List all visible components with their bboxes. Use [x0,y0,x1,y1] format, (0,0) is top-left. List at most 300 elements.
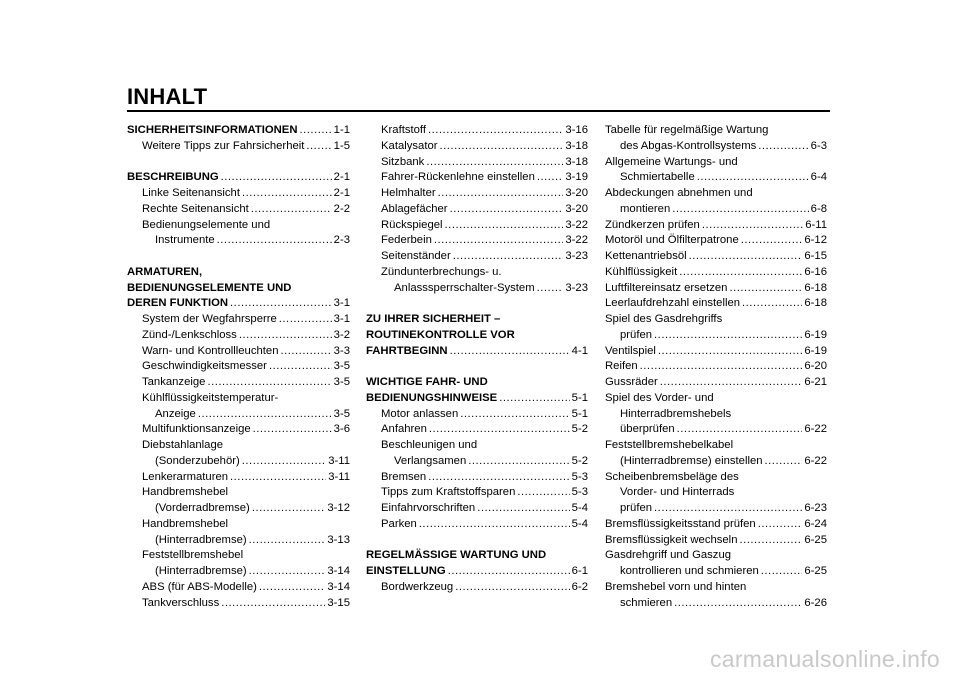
toc-entry-text: Anzeige [155,407,196,420]
toc-section-heading: ROUTINEKONTROLLE VOR [366,328,515,341]
toc-entry[interactable] [127,454,350,470]
toc-entry-text: Federbein [381,234,432,247]
toc-section-heading: REGELMÄSSIGE WARTUNG UND [366,549,547,562]
toc-entry[interactable] [127,422,350,438]
toc-entry-text: Tankverschluss [142,596,220,609]
toc-entry-line [605,123,827,139]
toc-section-heading: ZU IHRER SICHERHEIT – [366,313,501,325]
toc-leader-dots [300,123,332,139]
toc-page-number: 3-23 [565,281,588,294]
toc-spacer [366,296,588,312]
toc-section-heading: SICHERHEITSINFORMATIONEN [127,124,298,136]
toc-entry-line [366,375,588,391]
toc-entry-text: Ablagefächer [381,202,448,215]
toc-leader-dots [428,470,569,486]
toc-entry-text: Lenkerarmaturen [142,470,229,483]
toc-entry-text: Tipps zum Kraftstoffsparen [381,486,516,499]
toc-page-number: 6-23 [804,502,827,514]
toc-entry[interactable] [366,123,588,139]
toc-leader-dots [230,470,326,486]
toc-entry-text: ABS (für ABS-Modelle) [142,580,257,593]
toc-page-number: 5-1 [571,407,588,420]
toc-page-number: 6-4 [810,171,827,184]
toc-page-number: 4-1 [571,344,588,357]
toc-entry-text: Multifunktionsanzeige [142,423,251,436]
toc-page-number: 6-3 [810,139,827,152]
toc-entry-line [127,485,350,501]
toc-entry[interactable] [366,249,588,265]
toc-entry-text: (Hinterradbremse) [155,533,247,546]
toc-leader-dots [758,517,803,533]
toc-page-number: 3-5 [333,407,350,420]
toc-entry[interactable] [605,501,827,517]
toc-entry[interactable] [366,485,588,501]
toc-entry-text: Seitenständer [381,250,451,262]
toc-entry-text: Weitere Tipps zur Fahrsicherheit [142,139,305,152]
toc-spacer [366,359,588,375]
toc-leader-dots [654,328,802,344]
toc-leader-dots [259,580,325,596]
toc-page-number: 3-14 [327,580,350,593]
toc-leader-dots [702,218,803,234]
toc-leader-dots [689,249,803,265]
toc-page-number: 6-19 [804,344,827,357]
toc-leader-dots [468,454,569,470]
toc-leader-dots [477,501,569,517]
toc-entry-text: Ventilspiel [605,344,656,357]
toc-page-number: 3-1 [333,313,350,325]
toc-page-number: 5-4 [571,517,588,530]
toc-entry-text: Abdeckungen abnehmen und [605,187,753,199]
toc-leader-dots [729,281,802,297]
toc-column-3 [605,123,827,611]
toc-column-1 [127,123,350,611]
toc-entry[interactable] [605,218,827,234]
toc-entry-text: Katalysator [381,139,438,152]
toc-entry-text: Luftfiltereinsatz ersetzen [605,281,728,294]
toc-entry-line [366,265,588,281]
toc-entry-text: Rückspiegel [381,218,443,231]
toc-entry-text: Helmhalter [381,187,436,199]
toc-entry[interactable] [366,155,588,171]
toc-entry[interactable] [127,202,350,218]
toc-leader-dots [269,359,332,375]
toc-entry[interactable] [605,359,827,375]
toc-entry-text: Zündkerzen prüfen [605,218,700,231]
toc-entry-text: Bremsen [381,470,427,483]
toc-entry[interactable] [127,533,350,549]
toc-leader-dots [537,281,564,297]
toc-entry-line [127,218,350,234]
toc-entry-line [605,155,827,171]
toc-leader-dots [428,123,563,139]
page-title: INHALT [127,84,208,109]
toc-leader-dots [445,218,564,234]
toc-entry-text: Spiel des Vorder- und [605,391,714,404]
toc-entry[interactable] [127,139,350,155]
toc-entry-line [605,580,827,596]
toc-page-number: 6-12 [804,234,827,247]
toc-page-number: 3-23 [565,250,588,262]
toc-entry-text: Bedienungselemente und [142,218,271,231]
toc-page-number: 2-3 [333,234,350,247]
toc-leader-dots [739,533,802,549]
toc-leader-dots [230,296,332,312]
toc-entry[interactable] [366,564,588,580]
toc-leader-dots [460,407,569,423]
toc-page-number: 2-1 [333,171,350,184]
toc-section-heading: FAHRTBEGINN [366,344,448,357]
toc-page-number: 6-25 [804,565,827,577]
toc-entry-text: Parken [381,517,417,530]
toc-entry-line [127,281,350,297]
toc-section-heading: BESCHREIBUNG [127,171,219,184]
toc-entry-text: Bremshebel vorn und hinten [605,580,747,593]
toc-entry[interactable] [366,218,588,234]
toc-entry[interactable] [605,596,827,612]
toc-leader-dots [654,501,802,517]
toc-entry-line [127,438,350,454]
toc-leader-dots [758,139,808,155]
toc-entry-text: Einfahrvorschriften [381,502,476,514]
toc-entry[interactable] [127,580,350,596]
watermark-text: carmanualsonline.info [709,646,940,672]
toc-entry[interactable] [366,517,588,533]
toc-leader-dots [761,564,803,580]
toc-leader-dots [658,344,803,360]
toc-page-number: 3-6 [333,423,350,436]
toc-entry-text: prüfen [620,502,653,514]
toc-entry-line [366,438,588,454]
toc-section-heading: WICHTIGE FAHR- UND [366,376,488,388]
toc-entry-line [605,391,827,407]
toc-entry[interactable] [127,328,350,344]
toc-page-number: 3-15 [327,596,350,609]
toc-entry-line [366,328,588,344]
toc-page-number: 3-5 [333,376,350,388]
toc-section-heading: DEREN FUNKTION [127,297,229,310]
toc-entry-line [605,470,827,486]
toc-entry-line [127,517,350,533]
toc-leader-dots [517,485,569,501]
toc-leader-dots [450,344,570,360]
toc-entry[interactable] [605,170,827,186]
toc-entry[interactable] [366,281,588,297]
toc-entry-text: Kühlflüssigkeitstemperatur- [142,391,279,404]
toc-entry-text: Feststellbremshebelkabel [605,439,734,451]
toc-leader-dots [221,170,332,186]
toc-entry[interactable] [127,407,350,423]
toc-leader-dots [455,580,569,596]
title-rule [127,110,830,112]
toc-entry-text: Bordwerkzeug [381,580,454,593]
toc-page-number: 5-2 [571,454,588,467]
toc-entry[interactable] [127,170,350,186]
toc-page-number: 6-25 [804,533,827,546]
toc-leader-dots [440,139,564,155]
toc-leader-dots [280,344,331,360]
toc-entry[interactable] [366,139,588,155]
toc-entry-line [605,312,827,328]
toc-page-number: 3-1 [333,297,350,310]
toc-leader-dots [251,202,332,218]
toc-page-number: 2-2 [333,202,350,215]
toc-leader-dots [660,375,803,391]
toc-entry[interactable] [605,422,827,438]
toc-page-number: 6-8 [810,202,827,215]
toc-page-number: 6-22 [804,454,827,467]
toc-page-number: 6-18 [804,281,827,294]
toc-leader-dots [242,186,332,202]
toc-leader-dots [438,186,564,202]
toc-entry-text: prüfen [620,328,653,341]
toc-page-number: 3-19 [565,171,588,184]
toc-entry-text: Fahrer-Rückenlehne einstellen [381,171,535,184]
toc-entry-text: Tankanzeige [142,376,206,388]
toc-page-number: 6-11 [805,218,827,231]
toc-entry[interactable] [127,186,350,202]
toc-page-number: 5-4 [571,502,588,514]
toc-entry[interactable] [605,139,827,155]
toc-entry-text: Sitzbank [381,155,425,168]
toc-column-2 [366,123,588,596]
toc-leader-dots [742,296,802,312]
toc-entry[interactable] [127,564,350,580]
toc-entry[interactable] [605,533,827,549]
toc-entry[interactable] [605,328,827,344]
toc-entry-text: Beschleunigen und [381,439,478,451]
toc-section-heading: BEDIENUNGSELEMENTE UND [127,281,292,294]
toc-spacer [366,533,588,549]
toc-page-number: 6-26 [804,596,827,609]
toc-entry[interactable] [366,391,588,407]
toc-entry-text: (Hinterradbremse) einstellen [620,454,763,467]
toc-entry-text: Reifen [605,360,638,373]
toc-entry-text: Kettenantriebsöl [605,250,687,262]
toc-leader-dots [253,422,332,438]
toc-page-number: 2-1 [333,187,350,199]
toc-entry-line [605,548,827,564]
toc-entry[interactable] [127,344,350,360]
toc-entry-text: Warn- und Kontrollleuchten [142,344,279,357]
toc-entry-text: Gussräder [605,376,658,388]
toc-page-number: 3-20 [565,202,588,215]
toc-leader-dots [279,312,332,328]
toc-leader-dots [207,375,331,391]
toc-entry-text: Verlangsamen [394,454,467,467]
toc-entry-text: kontrollieren und schmieren [620,565,759,577]
toc-page-number: 1-1 [333,124,350,136]
toc-entry-line [127,548,350,564]
toc-entry[interactable] [127,596,350,612]
toc-page-number: 3-2 [333,328,350,341]
toc-leader-dots [453,249,564,265]
toc-page-number: 3-22 [565,218,588,231]
toc-entry-text: (Vorderradbremse) [155,502,250,514]
toc-entry-text: Allgemeine Wartungs- und [605,155,738,168]
toc-entry-text: montieren [620,202,671,215]
toc-entry-line [605,485,827,501]
toc-leader-dots [249,533,326,549]
toc-entry-text: (Sonderzubehör) [155,454,240,467]
toc-section-heading: ARMATUREN, [127,265,203,278]
toc-entry[interactable] [366,454,588,470]
toc-entry-line [605,438,827,454]
toc-entry-text: Anlasssperrschalter-System [394,281,535,294]
toc-entry[interactable] [605,202,827,218]
toc-entry-text: Instrumente [155,234,215,247]
toc-leader-dots [537,170,564,186]
toc-leader-dots [697,170,809,186]
toc-entry[interactable] [366,233,588,249]
toc-page-number: 3-11 [328,470,350,483]
toc-entry-text: schmieren [620,596,673,609]
toc-entry-text: Tabelle für regelmäßige Wartung [605,124,769,136]
toc-leader-dots [198,407,332,423]
toc-entry[interactable] [127,312,350,328]
toc-leader-dots [765,454,803,470]
toc-entry[interactable] [605,296,827,312]
toc-spacer [127,155,350,171]
toc-leader-dots [499,391,569,407]
toc-entry-text: Feststellbremshebel [142,549,244,562]
toc-leader-dots [677,422,803,438]
toc-entry-text: Geschwindigkeitsmesser [142,360,267,373]
toc-entry-line [366,548,588,564]
toc-entry-text: Zündunterbrechungs- u. [381,265,502,278]
toc-entry-text: Handbremshebel [142,486,229,499]
toc-entry[interactable] [127,296,350,312]
toc-entry-text: Diebstahlanlage [142,439,224,451]
toc-entry-text: Schmiertabelle [620,171,695,184]
toc-entry[interactable] [366,202,588,218]
toc-page-number: 3-12 [327,502,350,514]
toc-entry[interactable] [127,470,350,486]
toc-entry-text: Rechte Seitenansicht [142,202,249,215]
toc-leader-dots [242,454,326,470]
toc-leader-dots [679,265,802,281]
toc-entry-line [605,407,827,423]
toc-leader-dots [450,202,564,218]
toc-page-number: 6-15 [804,250,827,262]
toc-leader-dots [448,564,570,580]
toc-page-number: 5-2 [571,423,588,436]
toc-entry-line [127,391,350,407]
toc-page-number: 3-5 [333,360,350,373]
toc-page-number: 6-16 [804,265,827,278]
toc-entry[interactable] [605,454,827,470]
toc-leader-dots [640,359,803,375]
toc-leader-dots [249,564,326,580]
toc-entry[interactable] [127,359,350,375]
toc-entry-text: Motor anlassen [381,407,459,420]
toc-entry-text: Bremsflüssigkeit wechseln [605,533,738,546]
toc-leader-dots [306,139,331,155]
toc-leader-dots [429,422,570,438]
toc-entry[interactable] [127,501,350,517]
toc-entry-text: Zünd-/Lenkschloss [142,328,237,341]
toc-entry-text: System der Wegfahrsperre [142,313,277,325]
toc-leader-dots [419,517,570,533]
toc-entry-text: überprüfen [620,423,675,436]
toc-page-number: 6-22 [804,423,827,436]
toc-entry-text: Gasdrehgriff und Gaszug [605,549,732,562]
toc-leader-dots [239,328,332,344]
toc-leader-dots [674,596,802,612]
toc-entry-text: Bremsflüssigkeitsstand prüfen [605,517,756,530]
toc-page-number: 3-16 [565,124,588,136]
toc-entry-text: Vorder- und Hinterrads [620,486,735,499]
toc-entry[interactable] [366,501,588,517]
toc-page-number: 3-18 [565,139,588,152]
toc-entry[interactable] [366,186,588,202]
toc-page-number: 6-24 [804,517,827,530]
toc-entry[interactable] [366,407,588,423]
toc-entry-line [366,312,588,328]
toc-page-number: 6-2 [571,580,588,593]
toc-entry[interactable] [605,249,827,265]
toc-entry-text: Kraftstoff [381,124,426,136]
toc-page-number: 3-14 [327,565,350,577]
toc-entry[interactable] [605,265,827,281]
toc-entry-text: Motoröl und Ölfilterpatrone [605,234,739,247]
toc-entry-text: (Hinterradbremse) [155,565,247,577]
toc-entry[interactable] [605,233,827,249]
toc-page-number: 3-13 [327,533,350,546]
toc-entry[interactable] [605,564,827,580]
toc-page-number: 1-5 [333,139,350,152]
toc-entry-text: Kühlflüssigkeit [605,265,678,278]
toc-page-number: 6-1 [571,565,588,577]
toc-page-number: 3-3 [333,344,350,357]
toc-entry-line [605,186,827,202]
toc-spacer [127,249,350,265]
toc-leader-dots [434,233,564,249]
toc-entry[interactable] [605,281,827,297]
toc-entry[interactable] [127,123,350,139]
toc-entry[interactable] [605,517,827,533]
toc-entry-text: Handbremshebel [142,517,229,530]
toc-entry[interactable] [366,470,588,486]
toc-leader-dots [672,202,808,218]
toc-entry[interactable] [366,170,588,186]
toc-entry[interactable] [366,580,588,596]
toc-leader-dots [221,596,325,612]
toc-page-number: 3-18 [565,155,588,168]
toc-entry-text: Hinterradbremshebels [620,407,732,420]
toc-entry[interactable] [366,344,588,360]
toc-page-number: 5-3 [571,470,588,483]
toc-page-number: 6-21 [804,376,827,388]
toc-entry-text: des Abgas-Kontrollsystems [620,139,757,152]
toc-leader-dots [217,233,332,249]
toc-page-number: 6-19 [804,328,827,341]
toc-entry[interactable] [605,344,827,360]
toc-entry[interactable] [366,422,588,438]
toc-section-heading: EINSTELLUNG [366,565,446,577]
toc-section-heading: BEDIENUNGSHINWEISE [366,391,498,404]
toc-leader-dots [426,155,563,171]
toc-entry[interactable] [127,375,350,391]
toc-entry-text: Spiel des Gasdrehgriffs [605,313,723,325]
toc-page-number: 3-11 [328,454,350,467]
toc-entry-text: Anfahren [381,423,427,436]
toc-page-number: 5-3 [571,486,588,499]
toc-entry-text: Leerlaufdrehzahl einstellen [605,297,741,310]
toc-entry[interactable] [127,233,350,249]
toc-entry-line [127,265,350,281]
toc-entry[interactable] [605,375,827,391]
